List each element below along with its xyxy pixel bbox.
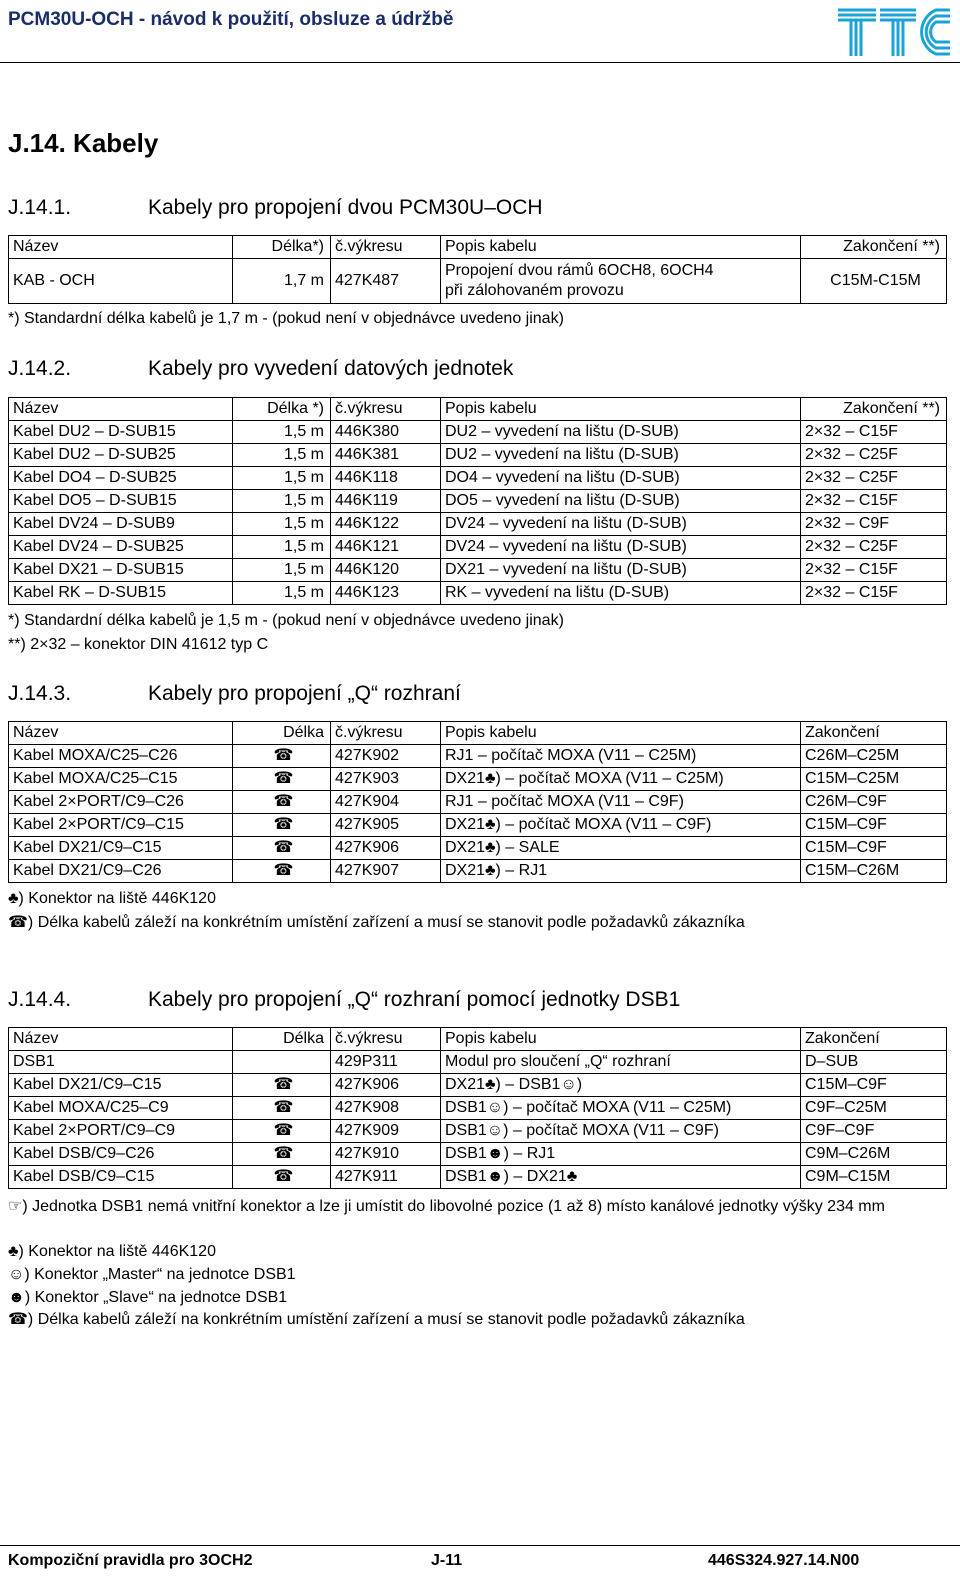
table-row — [9, 1166, 947, 1189]
cell-termination: C9M–C15M — [801, 1166, 947, 1189]
cell-description: DSB1☺) – počítač MOXA (V11 – C9F) — [441, 1120, 801, 1143]
table-header-row — [9, 398, 947, 421]
cell-drawing: 446K118 — [331, 467, 441, 490]
cell-description: DU2 – vyvedení na lištu (D-SUB) — [441, 444, 801, 467]
cable-table-1 — [8, 235, 947, 304]
cell-length: 1,7 m — [233, 259, 331, 304]
cell-description: DX21♣) – DSB1☺) — [441, 1074, 801, 1097]
cell-termination: C15M–C9F — [801, 814, 947, 837]
cell-drawing: 446K120 — [331, 559, 441, 582]
cell-drawing: 427K907 — [331, 860, 441, 883]
cell-description: DO4 – vyvedení na lištu (D-SUB) — [441, 467, 801, 490]
table-row — [9, 837, 947, 860]
subsection-number: J.14.4. — [8, 988, 72, 1011]
cell-length: ☎ — [233, 745, 331, 768]
section-title: J.14. Kabely — [8, 128, 159, 158]
cell-length: ☎ — [233, 768, 331, 791]
document-title: PCM30U-OCH - návod k použití, obsluze a údržbě — [8, 9, 454, 30]
header-cell: Název — [9, 1028, 233, 1051]
header-cell: Popis kabelu — [441, 722, 801, 745]
cell-termination: 2×32 – C25F — [801, 536, 947, 559]
cell-termination: D–SUB — [801, 1051, 947, 1074]
header-cell: Popis kabelu — [441, 236, 801, 259]
cell-name: Kabel MOXA/C25–C26 — [9, 745, 233, 768]
cell-length: 1,5 m — [233, 444, 331, 467]
note: *) Standardní délka kabelů je 1,7 m - (pokud není v objednávce uvedeno jinak) — [8, 310, 564, 327]
note: ☻) Konektor „Slave“ na jednotce DSB1 — [8, 1289, 288, 1306]
subsection-title: Kabely pro propojení dvou PCM30U–OCH — [148, 196, 543, 219]
table-header-row — [9, 236, 947, 259]
table-header-row — [9, 722, 947, 745]
header-cell: Popis kabelu — [441, 1028, 801, 1051]
cell-termination: C15M-C15M — [801, 259, 947, 304]
cell-termination: 2×32 – C15F — [801, 421, 947, 444]
table-row — [9, 814, 947, 837]
cell-length: 1,5 m — [233, 559, 331, 582]
page-number: J-11 — [431, 1552, 463, 1569]
header-cell: Název — [9, 398, 233, 421]
cell-drawing: 429P311 — [331, 1051, 441, 1074]
cable-table-3 — [8, 721, 947, 883]
header-cell: č.výkresu — [331, 1028, 441, 1051]
cell-description: RK – vyvedení na lištu (D-SUB) — [441, 582, 801, 605]
cell-description: DSB1☺) – počítač MOXA (V11 – C25M) — [441, 1097, 801, 1120]
page-header — [0, 0, 960, 63]
cell-length: 1,5 m — [233, 582, 331, 605]
table-body — [9, 1051, 947, 1189]
header-cell: Délka — [233, 722, 331, 745]
table-row — [9, 582, 947, 605]
cell-length: 1,5 m — [233, 490, 331, 513]
cell-length: 1,5 m — [233, 421, 331, 444]
ttc-logo-icon — [836, 4, 954, 58]
cell-termination: 2×32 – C25F — [801, 467, 947, 490]
cell-name: Kabel MOXA/C25–C9 — [9, 1097, 233, 1120]
table-row — [9, 421, 947, 444]
note: **) 2×32 – konektor DIN 41612 typ C — [8, 636, 269, 653]
subsection-number: J.14.1. — [8, 196, 72, 219]
cell-name: Kabel DV24 – D-SUB9 — [9, 513, 233, 536]
cell-length: ☎ — [233, 860, 331, 883]
cell-drawing: 427K906 — [331, 837, 441, 860]
subsection-title: Kabely pro propojení „Q“ rozhraní pomocí jednotky DSB1 — [148, 988, 681, 1011]
note: ☎) Délka kabelů záleží na konkrétním umístění zařízení a musí se stanovit podle požadavků zákazníka — [8, 1311, 745, 1328]
cell-length: ☎ — [233, 814, 331, 837]
cell-name: DSB1 — [9, 1051, 233, 1074]
cell-name: Kabel DX21/C9–C15 — [9, 837, 233, 860]
table-row — [9, 259, 947, 304]
cell-length: ☎ — [233, 1166, 331, 1189]
cell-drawing: 427K906 — [331, 1074, 441, 1097]
header-cell: Název — [9, 722, 233, 745]
cell-name: Kabel 2×PORT/C9–C26 — [9, 791, 233, 814]
cell-termination: C15M–C26M — [801, 860, 947, 883]
cell-description: DU2 – vyvedení na lištu (D-SUB) — [441, 421, 801, 444]
table-row — [9, 559, 947, 582]
subsection-number: J.14.2. — [8, 357, 72, 380]
cell-length: 1,5 m — [233, 536, 331, 559]
cell-description — [441, 259, 801, 304]
cell-description: DX21 – vyvedení na lištu (D-SUB) — [441, 559, 801, 582]
cell-drawing: 427K904 — [331, 791, 441, 814]
cell-description: DSB1☻) – DX21♣ — [441, 1166, 801, 1189]
cell-termination: 2×32 – C25F — [801, 444, 947, 467]
header-cell: Zakončení **) — [801, 236, 947, 259]
cell-drawing: 427K909 — [331, 1120, 441, 1143]
table-body — [9, 745, 947, 883]
note: ☎) Délka kabelů záleží na konkrétním umístění zařízení a musí se stanovit podle požadavků zákazníka — [8, 914, 745, 931]
cell-drawing: 446K122 — [331, 513, 441, 536]
table-row — [9, 467, 947, 490]
cell-termination: C9M–C26M — [801, 1143, 947, 1166]
cell-name: KAB - OCH — [9, 259, 233, 304]
cell-drawing: 427K487 — [331, 259, 441, 304]
header-cell: Zakončení — [801, 1028, 947, 1051]
header-cell: Zakončení **) — [801, 398, 947, 421]
cell-length: ☎ — [233, 1120, 331, 1143]
cell-termination: 2×32 – C15F — [801, 490, 947, 513]
cell-name: Kabel 2×PORT/C9–C9 — [9, 1120, 233, 1143]
cell-termination: C15M–C9F — [801, 1074, 947, 1097]
table-body — [9, 421, 947, 605]
header-cell: Délka *) — [233, 398, 331, 421]
cell-length — [233, 1051, 331, 1074]
cell-termination: C26M–C9F — [801, 791, 947, 814]
cell-drawing: 446K119 — [331, 490, 441, 513]
table-row — [9, 745, 947, 768]
cell-description: Modul pro sloučení „Q“ rozhraní — [441, 1051, 801, 1074]
cell-description: DX21♣) – RJ1 — [441, 860, 801, 883]
cell-length: ☎ — [233, 1097, 331, 1120]
cell-description: RJ1 – počítač MOXA (V11 – C9F) — [441, 791, 801, 814]
cell-name: Kabel DSB/C9–C26 — [9, 1143, 233, 1166]
cell-name: Kabel DU2 – D-SUB25 — [9, 444, 233, 467]
cell-description: DX21♣) – počítač MOXA (V11 – C25M) — [441, 768, 801, 791]
subsection-title: Kabely pro propojení „Q“ rozhraní — [148, 682, 461, 705]
cell-length: 1,5 m — [233, 513, 331, 536]
cell-drawing: 427K910 — [331, 1143, 441, 1166]
cell-description: RJ1 – počítač MOXA (V11 – C25M) — [441, 745, 801, 768]
table-row — [9, 490, 947, 513]
cable-table-4 — [8, 1027, 947, 1189]
table-row — [9, 1143, 947, 1166]
cell-length: ☎ — [233, 791, 331, 814]
note: ☺) Konektor „Master“ na jednotce DSB1 — [8, 1266, 296, 1283]
table-row — [9, 1051, 947, 1074]
cell-description: DX21♣) – počítač MOXA (V11 – C9F) — [441, 814, 801, 837]
cell-termination: 2×32 – C15F — [801, 559, 947, 582]
cell-termination: C9F–C9F — [801, 1120, 947, 1143]
note: *) Standardní délka kabelů je 1,5 m - (pokud není v objednávce uvedeno jinak) — [8, 612, 564, 629]
cell-termination: C15M–C25M — [801, 768, 947, 791]
cell-length: ☎ — [233, 1074, 331, 1097]
cable-table-2 — [8, 397, 947, 605]
cell-drawing: 427K911 — [331, 1166, 441, 1189]
subsection-title: Kabely pro vyvedení datových jednotek — [148, 357, 514, 380]
cell-name: Kabel DX21/C9–C15 — [9, 1074, 233, 1097]
header-cell: č.výkresu — [331, 398, 441, 421]
cell-length: 1,5 m — [233, 467, 331, 490]
header-cell: Délka*) — [233, 236, 331, 259]
subsection-number: J.14.3. — [8, 682, 72, 705]
table-row — [9, 768, 947, 791]
cell-termination: C15M–C9F — [801, 837, 947, 860]
cell-description: DO5 – vyvedení na lištu (D-SUB) — [441, 490, 801, 513]
cell-description: DV24 – vyvedení na lištu (D-SUB) — [441, 513, 801, 536]
cell-termination: 2×32 – C15F — [801, 582, 947, 605]
table-row — [9, 860, 947, 883]
table-row — [9, 1074, 947, 1097]
header-cell: Název — [9, 236, 233, 259]
header-cell: č.výkresu — [331, 722, 441, 745]
table-row — [9, 513, 947, 536]
cell-drawing: 427K908 — [331, 1097, 441, 1120]
cell-drawing: 446K123 — [331, 582, 441, 605]
table-row — [9, 791, 947, 814]
cell-drawing: 427K905 — [331, 814, 441, 837]
cell-name: Kabel DX21 – D-SUB15 — [9, 559, 233, 582]
cell-name: Kabel DO4 – D-SUB25 — [9, 467, 233, 490]
cell-description: DSB1☻) – RJ1 — [441, 1143, 801, 1166]
cell-name: Kabel DO5 – D-SUB15 — [9, 490, 233, 513]
cell-drawing: 446K381 — [331, 444, 441, 467]
cell-drawing: 427K902 — [331, 745, 441, 768]
cell-termination: 2×32 – C9F — [801, 513, 947, 536]
document-code: 446S324.927.14.N00 — [708, 1552, 860, 1569]
cell-drawing: 446K121 — [331, 536, 441, 559]
table-row — [9, 536, 947, 559]
cell-name: Kabel RK – D-SUB15 — [9, 582, 233, 605]
cell-description: DV24 – vyvedení na lištu (D-SUB) — [441, 536, 801, 559]
desc-line-2: při zálohovaném provozu — [445, 282, 624, 299]
table-row — [9, 1097, 947, 1120]
desc-line-1: Propojení dvou rámů 6OCH8, 6OCH4 — [445, 262, 714, 279]
header-cell: Popis kabelu — [441, 398, 801, 421]
cell-termination: C26M–C25M — [801, 745, 947, 768]
header-cell: č.výkresu — [331, 236, 441, 259]
cell-name: Kabel 2×PORT/C9–C15 — [9, 814, 233, 837]
footer-left: Kompoziční pravidla pro 3OCH2 — [8, 1552, 253, 1569]
page-footer — [0, 1545, 960, 1569]
cell-description: DX21♣) – SALE — [441, 837, 801, 860]
cell-name: Kabel DX21/C9–C26 — [9, 860, 233, 883]
note: ☞) Jednotka DSB1 nemá vnitřní konektor a lze ji umístit do libovolné pozice (1 až 8) místo kanálové jednotky výšky 234 mm — [8, 1198, 885, 1215]
header-cell: Zakončení — [801, 722, 947, 745]
cell-name: Kabel DV24 – D-SUB25 — [9, 536, 233, 559]
note: ♣) Konektor na liště 446K120 — [8, 890, 216, 907]
cell-name: Kabel MOXA/C25–C15 — [9, 768, 233, 791]
cell-drawing: 427K903 — [331, 768, 441, 791]
header-cell: Délka — [233, 1028, 331, 1051]
cell-name: Kabel DU2 – D-SUB15 — [9, 421, 233, 444]
cell-name: Kabel DSB/C9–C15 — [9, 1166, 233, 1189]
cell-drawing: 446K380 — [331, 421, 441, 444]
note: ♣) Konektor na liště 446K120 — [8, 1243, 216, 1260]
cell-length: ☎ — [233, 837, 331, 860]
table-header-row — [9, 1028, 947, 1051]
cell-length: ☎ — [233, 1143, 331, 1166]
cell-termination: C9F–C25M — [801, 1097, 947, 1120]
table-row — [9, 444, 947, 467]
table-row — [9, 1120, 947, 1143]
